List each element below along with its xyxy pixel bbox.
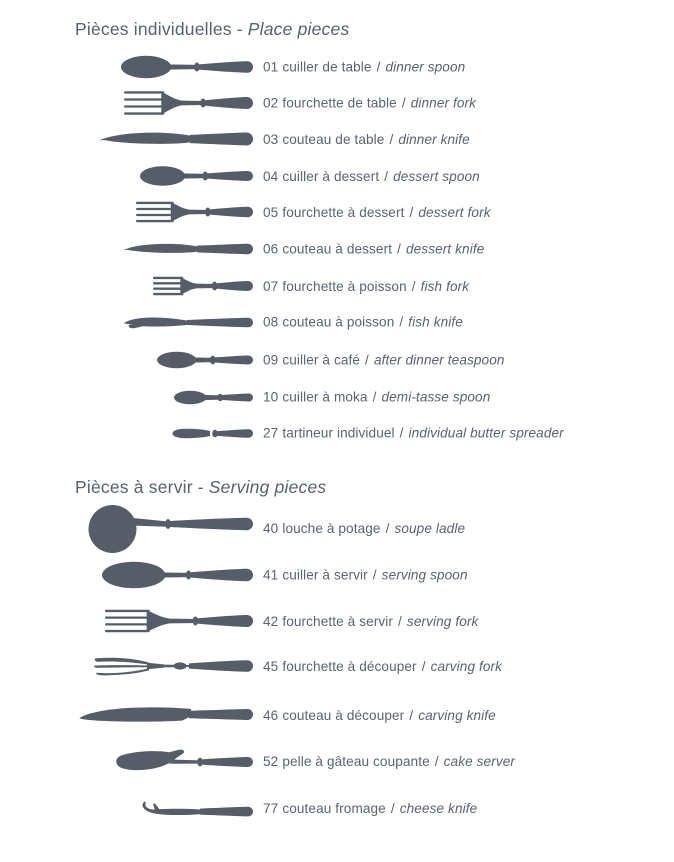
item-label (263, 132, 470, 147)
label-separator: / (372, 389, 377, 405)
item-name-en: after dinner teaspoon (373, 352, 505, 368)
item-name-fr: cuiller de table (282, 59, 372, 75)
item-label (263, 279, 469, 294)
item-label (263, 659, 502, 674)
item-name-fr: couteau à découper (282, 707, 405, 723)
item-label (263, 353, 505, 368)
item-name-en: cake server (443, 753, 516, 769)
item-name-en: cheese knife (399, 800, 478, 816)
item-code: 27 (263, 425, 279, 441)
item-name-en: dinner fork (410, 95, 477, 111)
item-name-en: carving knife (418, 707, 496, 723)
item-code: 06 (263, 241, 279, 257)
item-name-en: dessert knife (406, 241, 485, 257)
label-separator: / (372, 567, 377, 583)
item-code: 40 (263, 520, 279, 536)
item-name-en: serving spoon (381, 567, 468, 583)
item-name-fr: couteau à dessert (282, 241, 393, 257)
catalog-row (0, 749, 674, 773)
item-name-fr: fourchette à découper (282, 658, 417, 674)
item-name-en: demi-tasse spoon (381, 389, 491, 405)
item-code: 05 (263, 204, 279, 220)
dinner-fork-icon (0, 91, 253, 116)
section-title-separator: - (197, 477, 204, 497)
label-separator: / (390, 800, 395, 816)
label-separator: / (409, 204, 414, 220)
item-label (263, 315, 463, 330)
label-separator: / (399, 314, 404, 330)
item-code: 41 (263, 567, 279, 583)
item-name-fr: fourchette à servir (282, 613, 394, 629)
item-code: 04 (263, 168, 279, 184)
section-title-place-pieces (75, 19, 349, 40)
moka-spoon-icon (0, 390, 253, 404)
item-name-fr: cuiller à café (282, 352, 361, 368)
item-code: 45 (263, 658, 279, 674)
item-code: 03 (263, 131, 279, 147)
section-title-separator: - (236, 19, 243, 39)
item-name-en: individual butter spreader (408, 425, 564, 441)
catalog-row (0, 503, 674, 553)
carving-fork-icon (0, 656, 253, 676)
catalog-row (0, 91, 674, 116)
item-code: 07 (263, 278, 279, 294)
item-name-fr: pelle à gâteau coupante (282, 753, 430, 769)
item-name-fr: cuiller à dessert (282, 168, 380, 184)
section-title-serving-pieces (75, 477, 326, 498)
label-separator: / (398, 613, 402, 629)
item-code: 77 (263, 800, 279, 816)
dessert-knife-icon (0, 243, 253, 256)
label-separator: / (365, 352, 369, 368)
item-code: 02 (263, 95, 279, 111)
label-separator: / (409, 707, 414, 723)
catalog-row (0, 315, 674, 330)
soup-ladle-icon (0, 503, 253, 553)
catalog-row (0, 201, 674, 223)
item-label (263, 205, 491, 220)
item-label (263, 60, 465, 75)
item-name-en: dinner knife (398, 131, 470, 147)
coffee-spoon-icon (0, 352, 253, 369)
item-name-fr: couteau de table (282, 131, 385, 147)
label-separator: / (421, 658, 426, 674)
item-name-en: dinner spoon (385, 59, 466, 75)
item-name-fr: louche à potage (282, 520, 381, 536)
item-label (263, 96, 476, 111)
cake-server-icon (0, 749, 253, 773)
item-name-fr: couteau à poisson (282, 314, 395, 330)
item-name-fr: cuiller à servir (282, 567, 368, 583)
fish-knife-icon (0, 315, 253, 329)
carving-knife-icon (0, 705, 253, 725)
item-label (263, 242, 484, 257)
item-name-en: fish fork (420, 278, 470, 294)
catalog-row (0, 609, 674, 633)
label-separator: / (384, 168, 389, 184)
label-separator: / (434, 753, 439, 769)
catalog-row (0, 705, 674, 725)
item-name-fr: fourchette de table (282, 95, 397, 111)
item-name-en: soupe ladle (394, 520, 466, 536)
cheese-knife-icon (0, 798, 253, 818)
label-separator: / (397, 241, 401, 257)
serving-spoon-icon (0, 562, 253, 589)
item-code: 01 (263, 59, 279, 75)
label-separator: / (389, 131, 394, 147)
serving-fork-icon (0, 609, 253, 633)
item-name-fr: fourchette à dessert (282, 204, 405, 220)
section-title-en: Place pieces (247, 19, 350, 39)
label-separator: / (376, 59, 381, 75)
item-label (263, 614, 478, 629)
catalog-row (0, 131, 674, 147)
item-name-en: carving fork (430, 658, 503, 674)
dinner-knife-icon (0, 131, 253, 147)
item-label (263, 708, 496, 723)
item-name-fr: cuiller à moka (282, 389, 368, 405)
section-title-en: Serving pieces (208, 477, 327, 497)
item-name-fr: fourchette à poisson (282, 278, 407, 294)
label-separator: / (399, 425, 404, 441)
butter-spreader-icon (0, 427, 253, 439)
item-label (263, 568, 468, 583)
item-label (263, 426, 564, 441)
item-name-en: dessert spoon (393, 168, 480, 184)
catalog-row (0, 562, 674, 589)
item-code: 42 (263, 613, 279, 629)
label-separator: / (385, 520, 390, 536)
item-code: 08 (263, 314, 279, 330)
item-code: 46 (263, 707, 279, 723)
item-label (263, 754, 515, 769)
catalog-row (0, 426, 674, 441)
dessert-spoon-icon (0, 166, 253, 186)
item-name-en: fish knife (408, 314, 463, 330)
catalog-row (0, 656, 674, 676)
label-separator: / (401, 95, 406, 111)
catalog-row (0, 166, 674, 186)
label-separator: / (411, 278, 416, 294)
catalog-row (0, 798, 674, 818)
catalog-row (0, 56, 674, 79)
item-code: 10 (263, 389, 279, 405)
catalog-row (0, 352, 674, 369)
dinner-spoon-icon (0, 56, 253, 79)
item-label (263, 390, 490, 405)
item-name-en: serving fork (406, 613, 479, 629)
item-name-fr: couteau fromage (282, 800, 386, 816)
item-name-en: dessert fork (418, 204, 491, 220)
catalog-row (0, 242, 674, 257)
section-title-fr: Pièces individuelles (75, 19, 232, 39)
catalog-row (0, 390, 674, 405)
item-label (263, 169, 480, 184)
item-label (263, 521, 465, 536)
dessert-fork-icon (0, 201, 253, 223)
item-code: 52 (263, 753, 279, 769)
item-code: 09 (263, 352, 279, 368)
catalog-row (0, 276, 674, 296)
fish-fork-icon (0, 276, 253, 296)
item-label (263, 801, 477, 816)
item-name-fr: tartineur individuel (282, 425, 395, 441)
section-title-fr: Pièces à servir (75, 477, 193, 497)
